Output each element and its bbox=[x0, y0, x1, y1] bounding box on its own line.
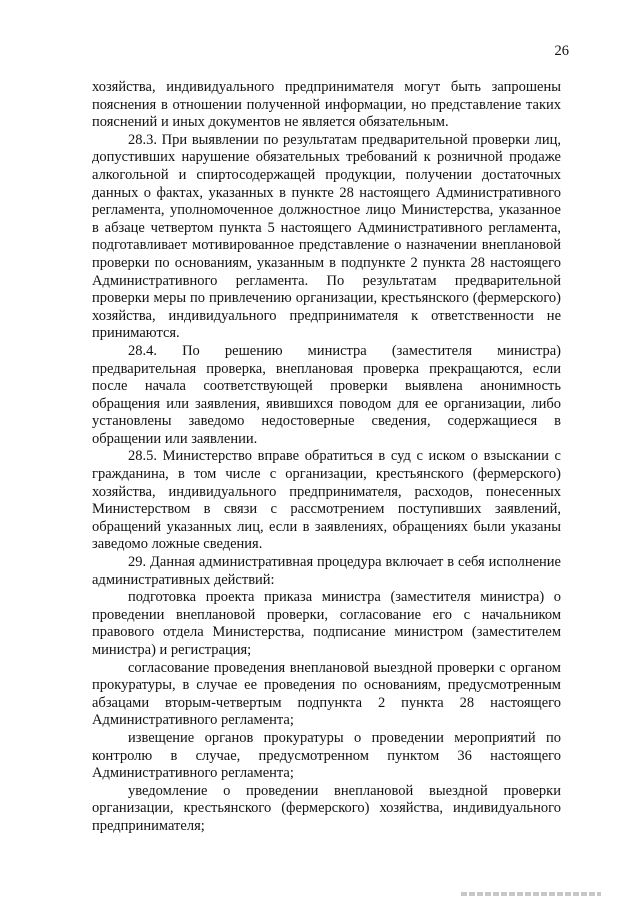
document-body bbox=[92, 79, 561, 836]
list-item-inspection-notice: уведомление о проведении внеплановой выездной проверки организации, крестьянского (фермерского) хозяйства, индивидуального предпринимателя; bbox=[92, 782, 561, 834]
paragraph-28-3: 28.3. При выявлении по результатам предварительной проверки лиц, допустивших нарушение обязательных требований к розничной продаже алкогольной и спиртосодержащей продукции, получении достаточных данных о фактах, указанных в пункте 28 настоящего Административного регламента, уполномоченное должностное лицо Министерства, указанное в абзаце четвертом пункта 5 настоящего Административного регламента, подготавливает мотивированное представление о назначении внеплановой проверки по основаниям, указанным в подпункте 2 пункта 28 настоящего Административного регламента. По результатам предварительной проверки меры по привлечению организации, крестьянского (фермерского) хозяйства, индивидуального предпринимателя к ответственности не принимаются. bbox=[92, 131, 561, 342]
list-item-order-preparation: подготовка проекта приказа министра (заместителя министра) о проведении внеплановой проверки, согласование его с начальником правового отдела Министерства, подписание министром (заместителем министра) и регистрация; bbox=[92, 589, 561, 658]
paragraph-28-5: 28.5. Министерство вправе обратиться в суд с иском о взыскании с гражданина, в том числе с организации, крестьянского (фермерского) хозяйства, индивидуального предпринимателя, расходов, понесенных Министерством в связи с рассмотрением поступивших заявлений, обращений указанных лиц, если в заявлениях, обращениях были указаны заведомо ложные сведения. bbox=[92, 448, 561, 553]
list-item-prosecutor-notice: извещение органов прокуратуры о проведении мероприятий по контролю в случае, предусмотренном пунктом 36 настоящего Административного регламента; bbox=[92, 729, 561, 782]
scan-artifact bbox=[461, 892, 601, 896]
paragraph-28-4: 28.4. По решению министра (заместителя министра) предварительная проверка, внеплановая проверка прекращаются, если после начала соответствующей проверки выявлена анонимность обращения или заявления, явившихся поводом для ее организации, либо установлены заведомо недостоверные сведения, содержащиеся в обращении или заявлении. bbox=[92, 342, 561, 447]
paragraph-29: 29. Данная административная процедура включает в себя исполнение административных действий: bbox=[92, 554, 561, 588]
list-item-prosecutor-approval: согласование проведения внеплановой выездной проверки с органом прокуратуры, в случае ее проведения по основаниям, предусмотренным абзацами вторым-четвертым подпункта 2 пункта 28 настоящего Административного регламента; bbox=[92, 659, 561, 729]
paragraph-continuation: хозяйства, индивидуального предпринимателя могут быть запрошены пояснения в отношении полученной информации, но представление таких пояснений и иных документов не является обязательным. bbox=[92, 79, 561, 131]
page-number: 26 bbox=[554, 43, 569, 59]
